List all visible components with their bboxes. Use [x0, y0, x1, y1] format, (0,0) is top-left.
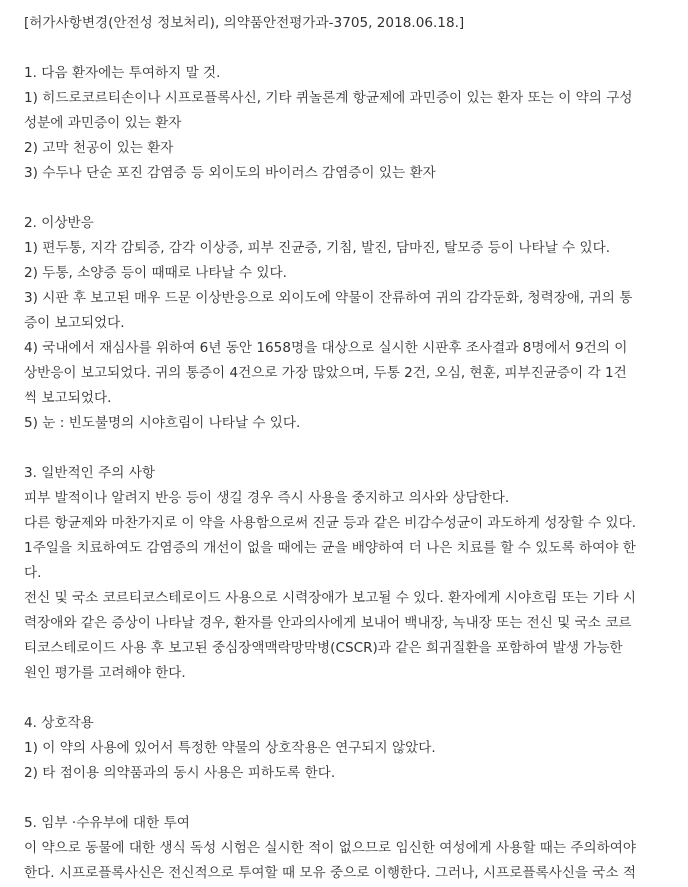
paragraph-line: 1) 히드로코르티손이나 시프로플록사신, 기타 퀴놀론계 항균제에 과민증이 있는 환자 또는 이 약의 구성: [24, 90, 633, 106]
spacer: [24, 686, 684, 711]
paragraph-line: 증이 보고되었다.: [24, 315, 125, 331]
paragraph-line: 티코스테로이드 사용 후 보고된 중심장액맥락망막병(CSCR)과 같은 희귀질환을 포함하여 발생 가능한: [24, 640, 623, 656]
section-pregnancy-lactation: [24, 811, 684, 886]
paragraph-line: 전신 및 국소 코르티코스테로이드 사용으로 시력장애가 보고될 수 있다. 환자에게 시야흐림 또는 기타 시: [24, 590, 637, 606]
spacer: [24, 786, 684, 811]
section-contraindications: [24, 61, 684, 186]
paragraph-line: 1) 편두통, 지각 감퇴증, 감각 이상증, 피부 진균증, 기침, 발진, 담마진, 탈모증 등이 나타날 수 있다.: [24, 240, 611, 256]
paragraph-line: 다.: [24, 565, 42, 581]
paragraph-line: 1주일을 치료하여도 감염증의 개선이 없을 때에는 균을 배양하여 더 나은 치료를 할 수 있도록 하여야 한: [24, 540, 636, 556]
paragraph-line: 씩 보고되었다.: [24, 390, 112, 406]
section-title: 1. 다음 환자에는 투여하지 말 것.: [24, 65, 221, 81]
paragraph-line: 3) 수두나 단순 포진 감염증 등 외이도의 바이러스 감염증이 있는 환자: [24, 165, 436, 181]
paragraph-line: 3) 시판 후 보고된 매우 드문 이상반응으로 외이도에 약물이 잔류하여 귀의 감각둔화, 청력장애, 귀의 통: [24, 290, 633, 306]
paragraph-line: 이 약으로 동물에 대한 생식 독성 시험은 실시한 적이 없으므로 임신한 여성에게 사용할 때는 주의하여야: [24, 840, 637, 856]
spacer: [24, 36, 684, 61]
paragraph-line: 력장애와 같은 증상이 나타날 경우, 환자를 안과의사에게 보내어 백내장, 녹내장 또는 전신 및 국소 코르: [24, 615, 632, 631]
paragraph-line: 다른 항균제와 마찬가지로 이 약을 사용함으로써 진균 등과 같은 비감수성균이 과도하게 성장할 수 있다.: [24, 515, 637, 531]
paragraph-line: 2) 타 점이용 의약품과의 동시 사용은 피하도록 한다.: [24, 765, 336, 781]
paragraph-line: 4) 국내에서 재심사를 위하여 6년 동안 1658명을 대상으로 실시한 시판후 조사결과 8명에서 9건의 이: [24, 340, 628, 356]
paragraph-line: 1) 이 약의 사용에 있어서 특정한 약물의 상호작용은 연구되지 않았다.: [24, 740, 436, 756]
paragraph-line: 2) 고막 천공이 있는 환자: [24, 140, 174, 156]
document-header: [허가사항변경(안전성 정보처리), 의약품안전평가과-3705, 2018.06.18.]: [24, 15, 465, 31]
section-adverse-reactions: [24, 211, 684, 436]
section-general-precautions: [24, 461, 684, 686]
paragraph-line: 5) 눈 : 빈도불명의 시야흐림이 나타날 수 있다.: [24, 415, 301, 431]
paragraph-line: 성분에 과민증이 있는 환자: [24, 115, 182, 131]
paragraph-line: 2) 두통, 소양증 등이 때때로 나타날 수 있다.: [24, 265, 287, 281]
paragraph-line: 원인 평가를 고려해야 한다.: [24, 665, 186, 681]
section-title: 3. 일반적인 주의 사항: [24, 465, 155, 481]
section-title: 5. 임부 ·수유부에 대한 투여: [24, 815, 190, 831]
paragraph-line: 피부 발적이나 알려지 반응 등이 생길 경우 즉시 사용을 중지하고 의사와 상담한다.: [24, 490, 510, 506]
spacer: [24, 186, 684, 211]
section-title: 2. 이상반응: [24, 215, 94, 231]
spacer: [24, 436, 684, 461]
paragraph-line: 상반응이 보고되었다. 귀의 통증이 4건으로 가장 많았으며, 두통 2건, 오심, 현훈, 피부진균증이 각 1건: [24, 365, 627, 381]
section-title: 4. 상호작용: [24, 715, 94, 731]
paragraph-line: 한다. 시프로플록사신은 전신적으로 투여할 때 모유 중으로 이행한다. 그러나, 시프로플록사신을 국소 적: [24, 865, 637, 881]
section-interactions: [24, 711, 684, 786]
